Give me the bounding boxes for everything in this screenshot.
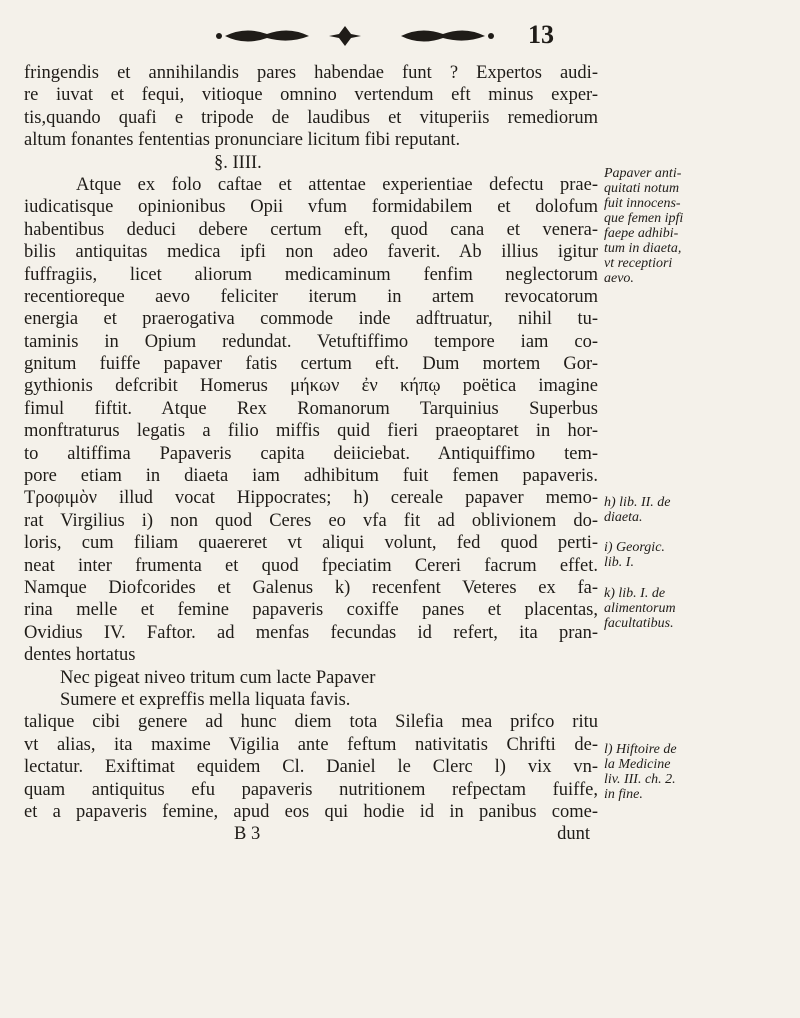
verse-line: Sumere et expreffis mella liquata favis. (60, 689, 351, 710)
margin-note-line: k) lib. I. de (604, 586, 666, 601)
text-line: energia et praerogativa commode inde adftruatur, nihil tu- (24, 309, 598, 330)
text-line: talique cibi genere ad hunc diem tota Silefia mea prifco ritu (24, 712, 598, 733)
text-line: gnitum fuiffe papaver fatis certum eft. Dum mortem Gor- (24, 354, 598, 375)
margin-note-line: in fine. (604, 787, 643, 802)
margin-note (604, 586, 794, 631)
margin-note (604, 742, 794, 802)
margin-note-line: la Medicine (604, 757, 671, 772)
text-line: Τροφιμὸν illud vocat Hippocrates; h) cereale papaver memo- (24, 488, 598, 509)
text-line: bilis antiquitas medica ipfi non adeo faverit. Ab illius igitur (24, 242, 598, 263)
margin-note-line: alimentorum (604, 601, 676, 616)
text-line: fringendis et annihilandis pares habendae funt ? Expertos audi- (24, 63, 598, 83)
text-line: loris, cum filiam quaereret vt aliqui volunt, fed quod perti- (24, 533, 598, 554)
margin-note-line: i) Georgic. (604, 540, 665, 555)
signature-mark: B 3 (234, 824, 261, 845)
margin-note-line: quitati notum (604, 181, 680, 196)
section-heading: §. IIII. (214, 152, 262, 173)
text-line: dentes hortatus (24, 645, 136, 666)
margin-note-line: liv. III. ch. 2. (604, 772, 676, 787)
text-line: tis,quando quafi e tripode de laudibus et vituperiis remediorum (24, 107, 598, 128)
header-ornament (205, 22, 505, 50)
text-line: altum fonantes fententias pronunciare licitum fibi reputant. (24, 130, 461, 151)
margin-note (604, 166, 794, 286)
margin-note-line: facultatibus. (604, 616, 674, 631)
text-line: fuffragiis, licet aliorum medicaminum fenfim neglectorum (24, 264, 598, 285)
margin-note-line: Papaver anti- (604, 166, 682, 181)
text-line: recentioreque aevo feliciter iterum in artem revocatorum (24, 286, 598, 307)
verse-line: Nec pigeat niveo tritum cum lacte Papaver (60, 667, 376, 688)
text-line: lectatur. Exiftimat equidem Cl. Daniel le Clerc l) vix vn- (24, 757, 598, 778)
text-line: to altiffima Papaveris capita deiiciebat. Antiquiffimo tem- (24, 443, 598, 464)
text-line: rat Virgilius i) non quod Ceres eo vfa fit ad oblivionem do- (24, 510, 598, 531)
text-line: vt alias, ita maxime Vigilia ante feftum nativitatis Chrifti de- (24, 734, 598, 755)
margin-note-line: aevo. (604, 271, 634, 286)
text-line: Ovidius IV. Faftor. ad menfas fecundas id refert, ita pran- (24, 622, 598, 643)
margin-note-line: faepe adhibi- (604, 226, 679, 241)
text-line: monftraturus legatis a filio miffis quid fieri praeoptaret in hor- (24, 421, 598, 442)
main-text (24, 62, 598, 846)
margin-note-line: h) lib. II. de (604, 495, 671, 510)
margin-note-line: que femen ipfi (604, 211, 684, 226)
margin-note-line: tum in diaeta, (604, 241, 682, 256)
margin-note-line: l) Hiftoire de (604, 742, 677, 757)
catchword: dunt (557, 824, 590, 845)
text-line: taminis in Opium redundat. Vetuftiffimo tempore iam co- (24, 331, 598, 352)
margin-note-line: fuit innocens- (604, 196, 681, 211)
text-line: habentibus deduci debere certum eft, quod cana et venera- (24, 219, 598, 240)
text-line: fimul fiftit. Atque Rex Romanorum Tarquinius Superbus (24, 398, 598, 419)
text-line: iudicatisque opinionibus Opii vfum formidabilem et dolofum (24, 197, 598, 218)
margin-note-line: vt receptiori (604, 256, 673, 271)
text-line: Namque Diofcorides et Galenus k) recenfent Veteres ex fa- (24, 577, 598, 598)
text-line: re iuvat et fequi, vitioque omnino vertendum eft minus exper- (24, 85, 598, 106)
text-line: rina melle et femine papaveris coxiffe panes et placentas, (24, 600, 598, 621)
text-line: et a papaveris femine, apud eos qui hodie id in panibus come- (24, 801, 598, 822)
page-number: 13 (528, 20, 554, 49)
text-line: gythionis defcribit Homerus μήκων ἐν κήπῳ poëtica imagine (24, 376, 598, 397)
text-line: Atque ex folo caftae et attentae experientiae defectu prae- (76, 174, 598, 195)
margin-note (604, 495, 794, 525)
signature-line (24, 823, 598, 845)
margin-note-line: lib. I. (604, 555, 634, 570)
margin-note (604, 540, 794, 570)
text-line: neat inter frumenta et quod fpeciatim Cereri facrum effet. (24, 555, 598, 576)
margin-note-line: diaeta. (604, 510, 643, 525)
text-line: pore etiam in diaeta iam adhibitum fuit femen papaveris. (24, 466, 598, 487)
text-line: quam antiquitus efu papaveris nutritionem refpectam fuiffe, (24, 779, 598, 800)
